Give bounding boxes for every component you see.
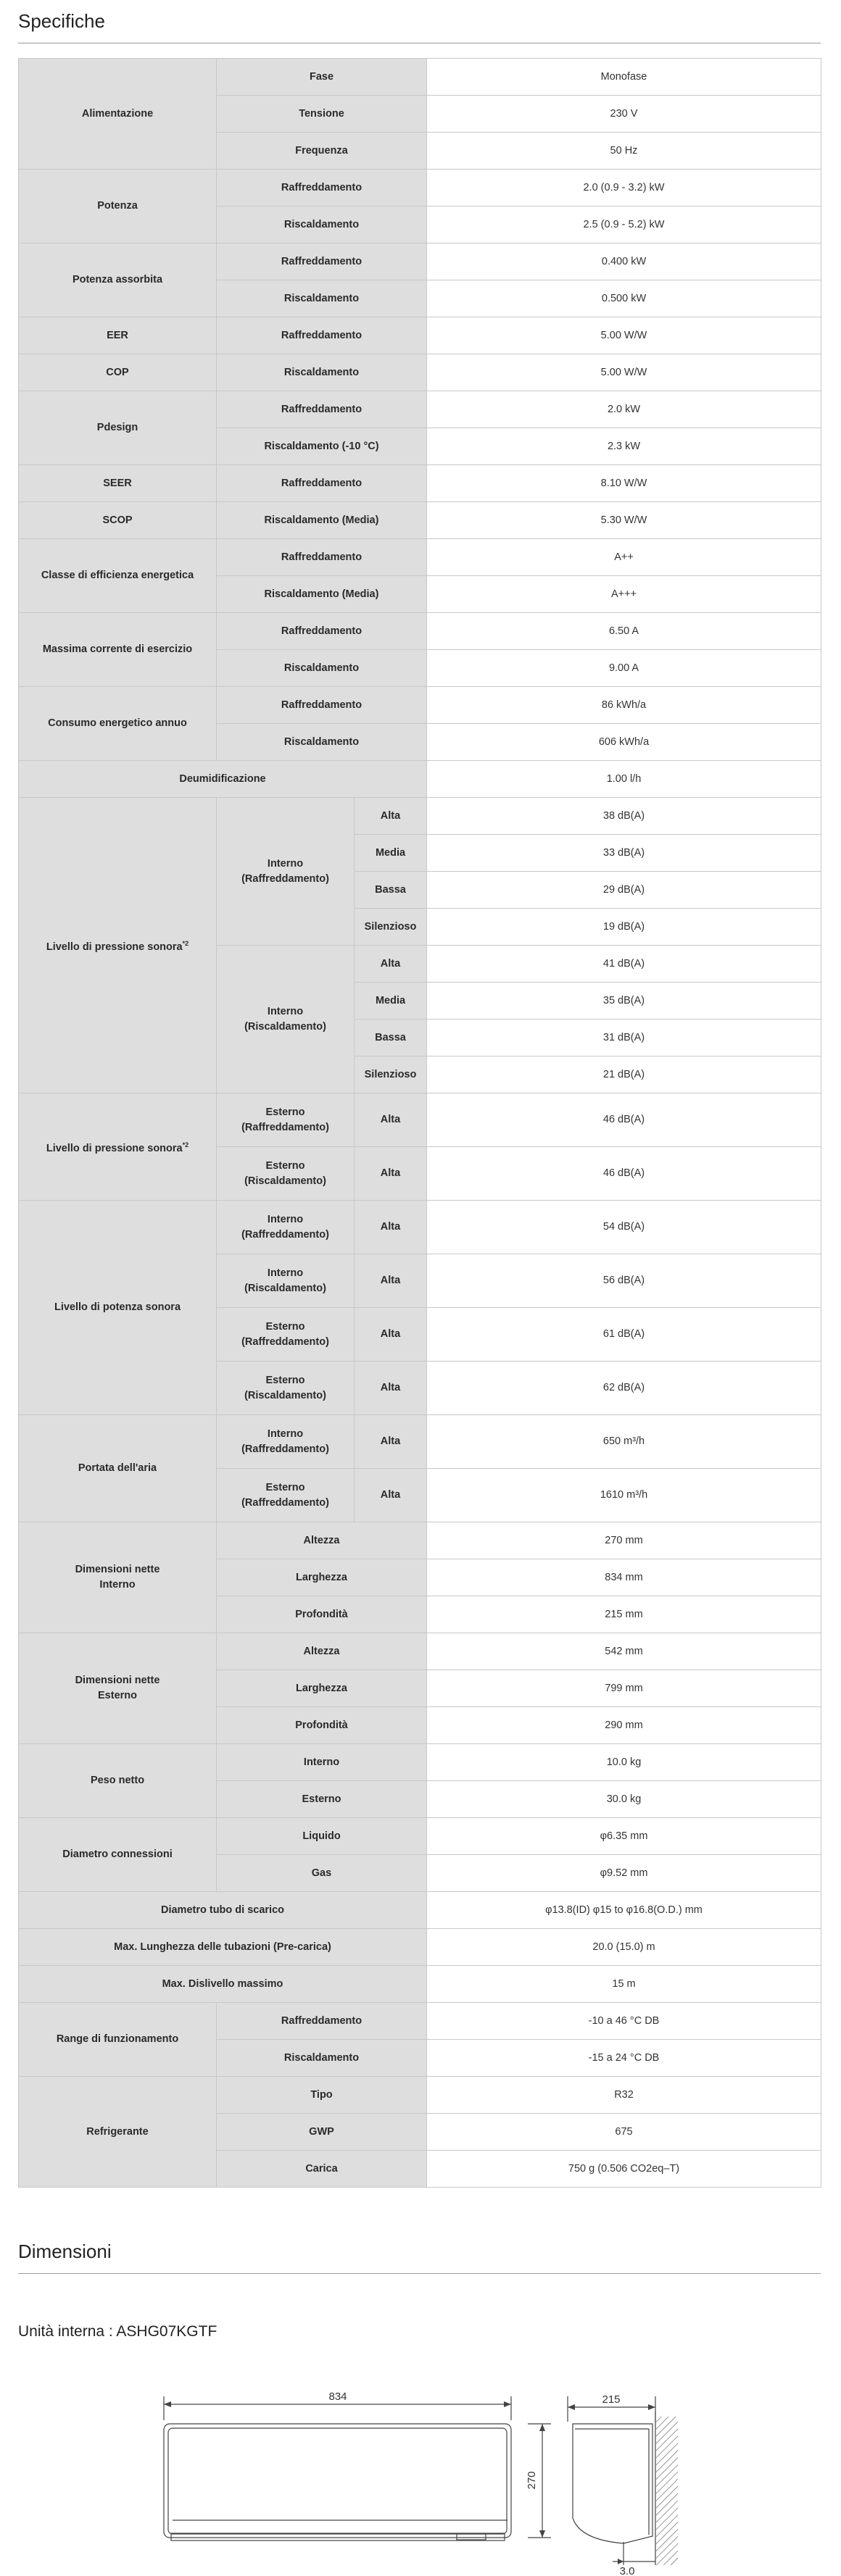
spec-label: Altezza (217, 1633, 427, 1670)
spec-value: 834 mm (427, 1559, 821, 1596)
spec-value: 2.3 kW (427, 428, 821, 465)
spec-label: Interno (Riscaldamento) (217, 1254, 355, 1308)
spec-value: 46 dB(A) (427, 1147, 821, 1201)
spec-value: 56 dB(A) (427, 1254, 821, 1308)
spec-label: Raffreddamento (217, 613, 427, 650)
spec-label: Profondità (217, 1707, 427, 1744)
spec-label: Raffreddamento (217, 465, 427, 502)
depth-value: 215 (602, 2393, 621, 2406)
spec-value: 0.400 kW (427, 243, 821, 280)
spec-value: 62 dB(A) (427, 1362, 821, 1415)
spec-label: Portata dell'aria (19, 1415, 217, 1522)
dimensions-section-title: Dimensioni (18, 2241, 112, 2262)
indoor-unit-label: Unità interna : ASHG07KGTF (18, 2323, 218, 2340)
spec-value: 5.00 W/W (427, 317, 821, 354)
spec-value: 10.0 kg (427, 1744, 821, 1781)
spec-label: Raffreddamento (217, 539, 427, 576)
spec-label: Larghezza (217, 1559, 427, 1596)
spec-label: Alta (355, 946, 427, 983)
width-arrow-right (504, 2401, 511, 2407)
spec-value: φ6.35 mm (427, 1818, 821, 1855)
height-arrow-top (539, 2424, 545, 2431)
spec-label: Alta (355, 1308, 427, 1362)
spec-label: Diametro tubo di scarico (19, 1892, 427, 1929)
spec-label: Alta (355, 1415, 427, 1469)
offset-value: 3.0 (619, 2565, 635, 2576)
side-view-outline (573, 2424, 652, 2543)
spec-value: A++ (427, 539, 821, 576)
spec-label: Potenza assorbita (19, 243, 217, 317)
spec-label: Raffreddamento (217, 2003, 427, 2040)
spec-value: 29 dB(A) (427, 872, 821, 909)
spec-label: Interno (Raffreddamento) (217, 1415, 355, 1469)
footnote-marker: *2 (182, 1141, 189, 1149)
spec-value: φ9.52 mm (427, 1855, 821, 1892)
spec-label: Fase (217, 59, 427, 96)
spec-label: Refrigerante (19, 2077, 217, 2188)
front-view-display (457, 2534, 486, 2540)
spec-label: Esterno (Raffreddamento) (217, 1093, 355, 1147)
spec-label: Peso netto (19, 1744, 217, 1818)
spec-label: Raffreddamento (217, 243, 427, 280)
spec-label: GWP (217, 2114, 427, 2151)
spec-label: Silenzioso (355, 1056, 427, 1093)
spec-value: 750 g (0.506 CO2eq–T) (427, 2151, 821, 2188)
spec-value: φ13.8(ID) φ15 to φ16.8(O.D.) mm (427, 1892, 821, 1929)
spec-label: Riscaldamento (217, 2040, 427, 2077)
spec-value: 6.50 A (427, 613, 821, 650)
spec-label: COP (19, 354, 217, 391)
spec-label: Interno (217, 1744, 427, 1781)
spec-label: SCOP (19, 502, 217, 539)
spec-label: Raffreddamento (217, 317, 427, 354)
spec-value: 606 kWh/a (427, 724, 821, 761)
spec-label: Larghezza (217, 1670, 427, 1707)
spec-label: Riscaldamento (217, 280, 427, 317)
wall-hatch (656, 2417, 678, 2565)
spec-value: 31 dB(A) (427, 1020, 821, 1056)
spec-label: Gas (217, 1855, 427, 1892)
spec-label: Esterno (Raffreddamento) (217, 1308, 355, 1362)
spec-label: Riscaldamento (217, 724, 427, 761)
spec-label: Alta (355, 1147, 427, 1201)
spec-label: Media (355, 835, 427, 872)
spec-value: 290 mm (427, 1707, 821, 1744)
spec-label: Riscaldamento (217, 650, 427, 687)
spec-value: 230 V (427, 96, 821, 133)
footnote-marker: *2 (182, 939, 189, 947)
spec-value: 542 mm (427, 1633, 821, 1670)
spec-label: Livello di pressione sonora$^{*2}$ (19, 798, 217, 1093)
depth-arrow-left (568, 2404, 575, 2410)
spec-value: 38 dB(A) (427, 798, 821, 835)
spec-label: Esterno (Riscaldamento) (217, 1362, 355, 1415)
spec-label: Alta (355, 1093, 427, 1147)
spec-label: Alta (355, 798, 427, 835)
spec-label: Max. Dislivello massimo (19, 1966, 427, 2003)
spec-label: Raffreddamento (217, 391, 427, 428)
spec-value: 799 mm (427, 1670, 821, 1707)
spec-label: Interno (Raffreddamento) (217, 798, 355, 946)
spec-value: 86 kWh/a (427, 687, 821, 724)
spec-label: Interno (Raffreddamento) (217, 1201, 355, 1254)
spec-label: Consumo energetico annuo (19, 687, 217, 761)
offset-arrow (618, 2559, 624, 2564)
spec-value: 1.00 l/h (427, 761, 821, 798)
width-value: 834 (328, 2390, 347, 2403)
spec-value: -10 a 46 °C DB (427, 2003, 821, 2040)
spec-value: 9.00 A (427, 650, 821, 687)
spec-value: 0.500 kW (427, 280, 821, 317)
spec-label: Bassa (355, 1020, 427, 1056)
spec-value: 19 dB(A) (427, 909, 821, 946)
spec-label: SEER (19, 465, 217, 502)
spec-value: 46 dB(A) (427, 1093, 821, 1147)
spec-label: Frequenza (217, 133, 427, 170)
spec-value: -15 a 24 °C DB (427, 2040, 821, 2077)
spec-value: 1610 m³/h (427, 1469, 821, 1522)
spec-label: Liquido (217, 1818, 427, 1855)
spec-label: Esterno (Raffreddamento) (217, 1469, 355, 1522)
spec-value: 5.00 W/W (427, 354, 821, 391)
spec-label: Riscaldamento (217, 354, 427, 391)
spec-label: Potenza (19, 170, 217, 243)
spec-label: Raffreddamento (217, 687, 427, 724)
spec-label: Alta (355, 1254, 427, 1308)
spec-label: Riscaldamento (Media) (217, 502, 427, 539)
spec-value: 8.10 W/W (427, 465, 821, 502)
spec-label: Tipo (217, 2077, 427, 2114)
spec-label: EER (19, 317, 217, 354)
spec-label: Bassa (355, 872, 427, 909)
spec-value: 650 m³/h (427, 1415, 821, 1469)
spec-value: 30.0 kg (427, 1781, 821, 1818)
spec-label: Raffreddamento (217, 170, 427, 207)
spec-label: Tensione (217, 96, 427, 133)
spec-label: Diametro connessioni (19, 1818, 217, 1892)
spec-label: Interno (Riscaldamento) (217, 946, 355, 1093)
spec-value: 21 dB(A) (427, 1056, 821, 1093)
spec-label: Riscaldamento (-10 °C) (217, 428, 427, 465)
spec-label: Alimentazione (19, 59, 217, 170)
spec-label: Range di funzionamento (19, 2003, 217, 2077)
spec-label: Deumidificazione (19, 761, 427, 798)
spec-label: Pdesign (19, 391, 217, 465)
height-arrow-bottom (539, 2530, 545, 2538)
spec-label: Alta (355, 1362, 427, 1415)
spec-label: Dimensioni nette Esterno (19, 1633, 217, 1744)
spec-value: 20.0 (15.0) m (427, 1929, 821, 1966)
spec-value: 54 dB(A) (427, 1201, 821, 1254)
spec-label: Esterno (Riscaldamento) (217, 1147, 355, 1201)
spec-label: Carica (217, 2151, 427, 2188)
spec-value: 41 dB(A) (427, 946, 821, 983)
spec-value: 215 mm (427, 1596, 821, 1633)
spec-label: Max. Lunghezza delle tubazioni (Pre-carica) (19, 1929, 427, 1966)
spec-label: Dimensioni nette Interno (19, 1522, 217, 1633)
spec-label: Media (355, 983, 427, 1020)
spec-value: 33 dB(A) (427, 835, 821, 872)
specs-section-title: Specifiche (18, 10, 105, 32)
spec-value: 15 m (427, 1966, 821, 2003)
depth-arrow-right (648, 2404, 655, 2410)
spec-label: Silenzioso (355, 909, 427, 946)
height-value: 270 (526, 2471, 538, 2490)
spec-label: Livello di potenza sonora (19, 1201, 217, 1415)
spec-value: 2.0 kW (427, 391, 821, 428)
spec-label: Classe di efficienza energetica (19, 539, 217, 613)
spec-label: Altezza (217, 1522, 427, 1559)
spec-value: 675 (427, 2114, 821, 2151)
spec-label: Livello di pressione sonora$^{*2}$ (19, 1093, 217, 1201)
spec-label: Riscaldamento (Media) (217, 576, 427, 613)
spec-value: 2.0 (0.9 - 3.2) kW (427, 170, 821, 207)
spec-value: A+++ (427, 576, 821, 613)
spec-label: Massima corrente di esercizio (19, 613, 217, 687)
front-view-panel (168, 2428, 507, 2534)
spec-label: Profondità (217, 1596, 427, 1633)
spec-label: Alta (355, 1469, 427, 1522)
spec-value: Monofase (427, 59, 821, 96)
spec-value: 50 Hz (427, 133, 821, 170)
width-arrow-left (164, 2401, 171, 2407)
spec-value: 2.5 (0.9 - 5.2) kW (427, 207, 821, 243)
spec-value: 35 dB(A) (427, 983, 821, 1020)
spec-value: R32 (427, 2077, 821, 2114)
spec-value: 270 mm (427, 1522, 821, 1559)
spec-label: Esterno (217, 1781, 427, 1818)
spec-label: Alta (355, 1201, 427, 1254)
spec-label: Riscaldamento (217, 207, 427, 243)
spec-value: 61 dB(A) (427, 1308, 821, 1362)
spec-value: 5.30 W/W (427, 502, 821, 539)
